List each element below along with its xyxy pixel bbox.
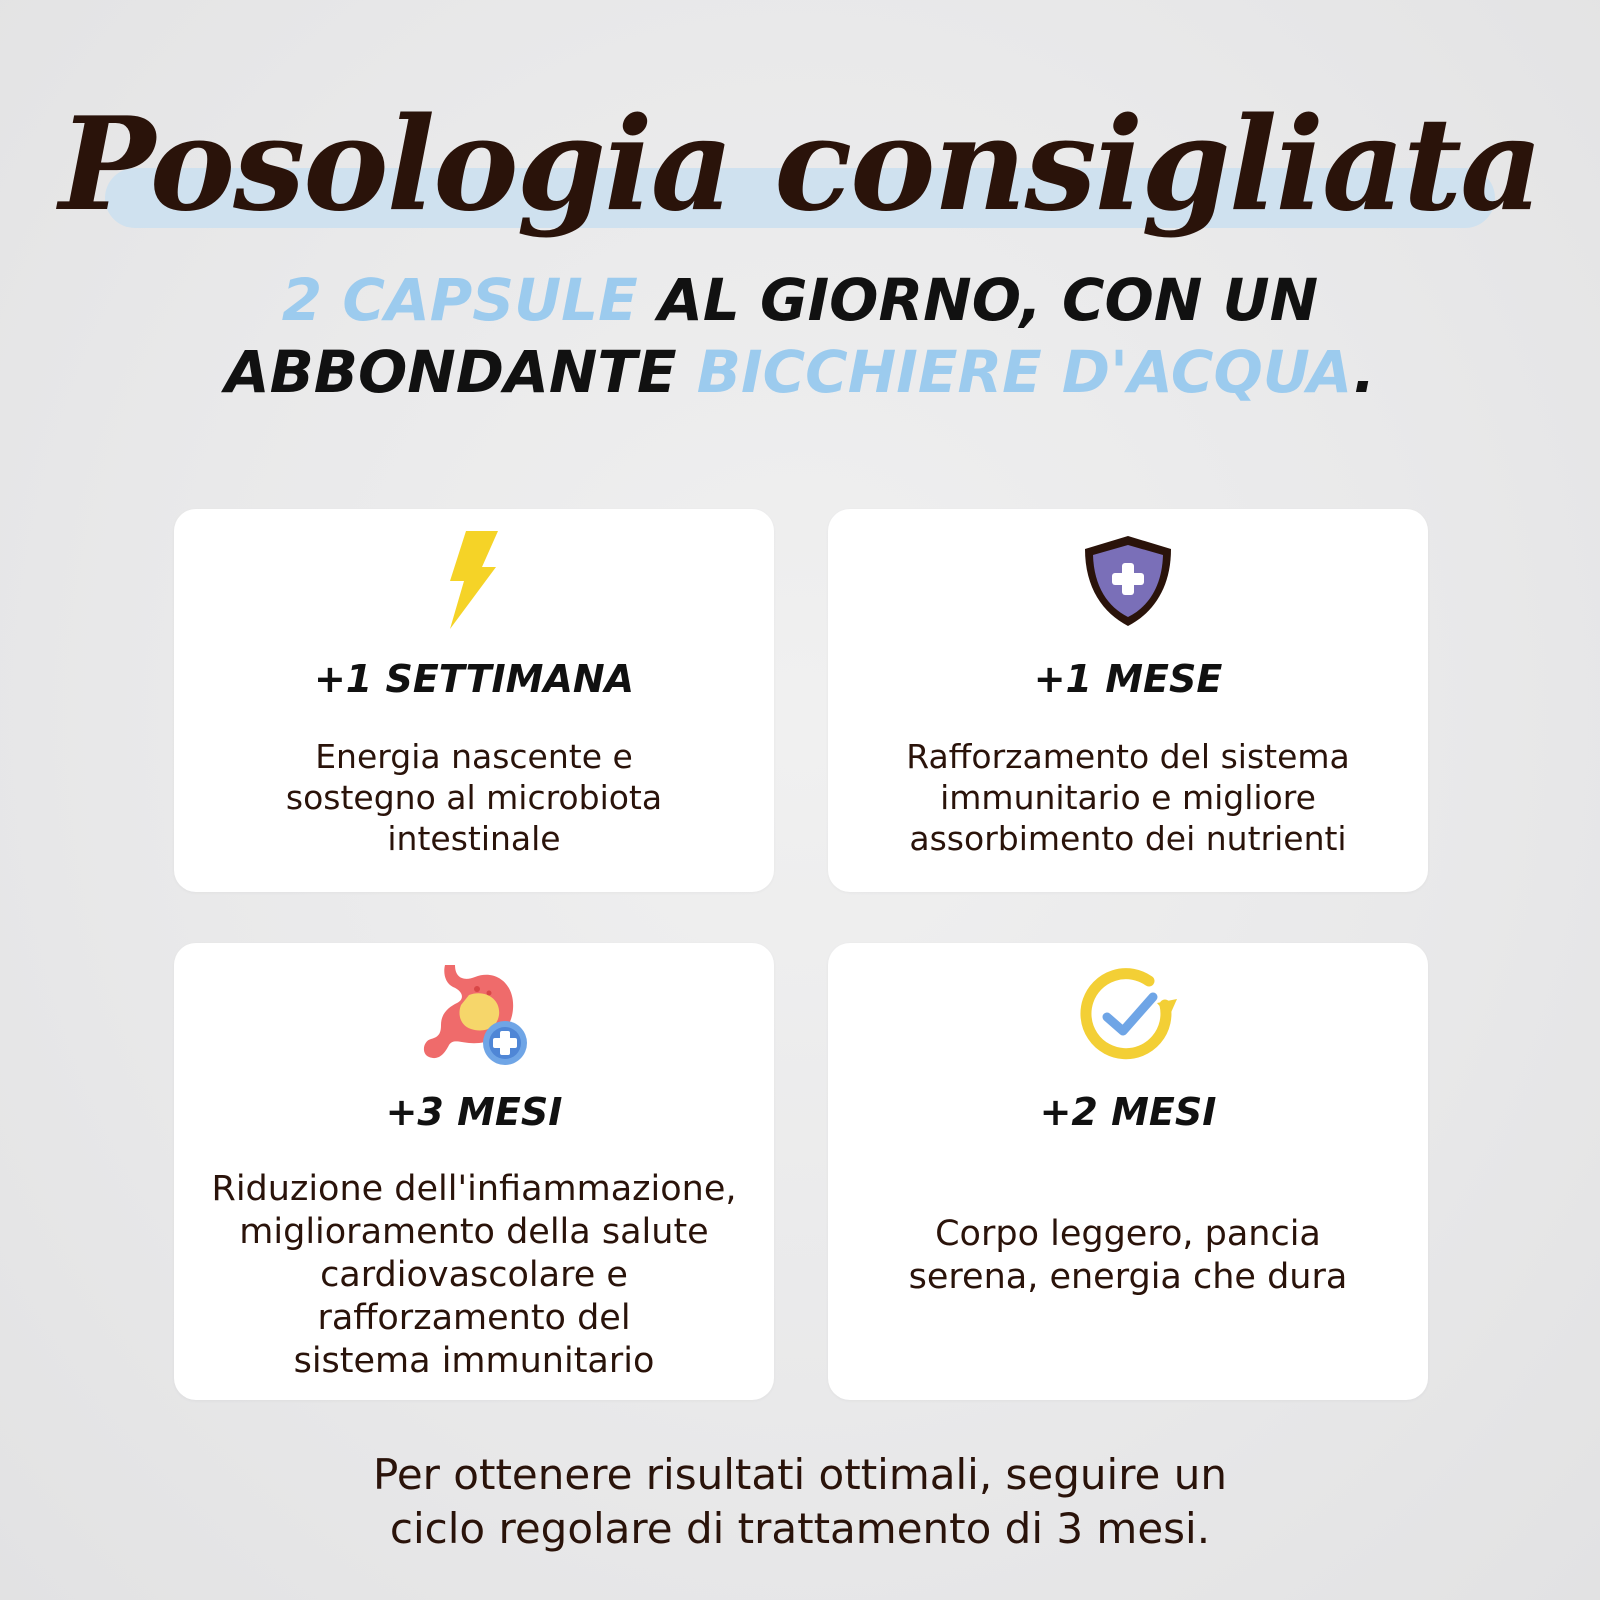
card-heading: +2 MESI [1039,1090,1217,1134]
title-area [0,90,1600,260]
desc-line: Corpo leggero, pancia [935,1214,1321,1254]
desc-line: sistema immunitario [293,1341,655,1381]
shield-plus-icon [1081,533,1175,629]
dosage-subtitle [0,264,1600,408]
page-title: Posologia consigliata [58,90,1542,240]
desc-line: immunitario e migliore [940,778,1316,817]
subtitle-accent-water: BICCHIERE D'ACQUA [696,338,1354,406]
desc-line: intestinale [387,819,561,858]
card-description [186,736,762,859]
card-description [186,1168,762,1383]
desc-line: serena, energia che dura [908,1257,1348,1297]
desc-line: Riduzione dell'infiammazione, [211,1169,737,1209]
desc-line: sostegno al microbiota [285,778,663,817]
card-4-two-months [828,943,1428,1400]
refresh-check-icon [1073,961,1183,1071]
card-heading: +3 MESI [385,1090,563,1134]
subtitle-accent-capsules: 2 CAPSULE [281,266,638,334]
subtitle-text-3: . [1353,338,1376,406]
card-description [840,736,1416,859]
desc-line: rafforzamento del [317,1298,631,1338]
card-2-month [828,509,1428,892]
card-heading: +1 MESE [1033,657,1223,701]
desc-line: assorbimento dei nutrienti [909,819,1347,858]
card-1-week [174,509,774,892]
lightning-icon [444,529,504,631]
stomach-plus-icon [419,959,529,1069]
card-3-three-months [174,943,774,1400]
footer-note [0,1448,1600,1556]
subtitle-text-1: AL GIORNO, CON UN [637,266,1319,334]
footer-line: Per ottenere risultati ottimali, seguire un [373,1450,1227,1499]
desc-line: miglioramento della salute [239,1212,709,1252]
card-heading: +1 SETTIMANA [313,657,635,701]
footer-line: ciclo regolare di trattamento di 3 mesi. [389,1504,1211,1553]
desc-line: cardiovascolare e [320,1255,628,1295]
desc-line: Rafforzamento del sistema [906,737,1350,776]
subtitle-text-2: ABBONDANTE [224,338,697,406]
card-description [840,1213,1416,1299]
desc-line: Energia nascente e [315,737,633,776]
